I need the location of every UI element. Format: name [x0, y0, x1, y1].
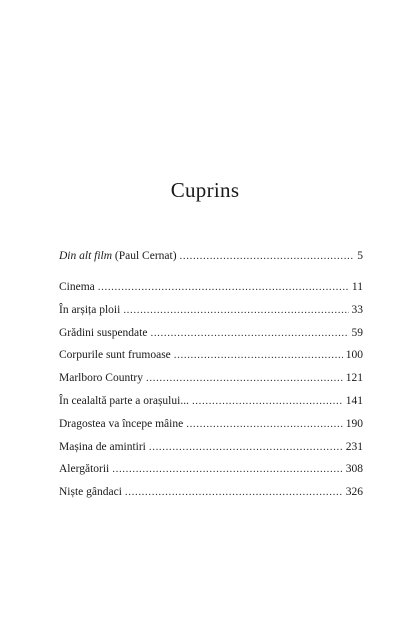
toc-entry-title: Corpurile sunt frumoase: [59, 349, 171, 362]
dot-leader: [180, 245, 355, 268]
toc-entry: [59, 481, 363, 504]
toc-entry-title: În arșița ploii: [59, 303, 121, 316]
toc-page-number: 231: [345, 440, 363, 453]
toc-entry-intro: [59, 245, 363, 268]
dot-leader: [192, 390, 343, 413]
dot-leader: [146, 367, 343, 390]
toc-page-number: 190: [345, 417, 363, 430]
toc-entry: [59, 344, 363, 367]
toc-page-number: 100: [345, 349, 363, 362]
toc-entry-title: Alergătorii: [59, 463, 110, 476]
toc-list: [59, 276, 363, 504]
toc-entry-title: Niște gândaci: [59, 486, 122, 499]
toc-entry: [59, 458, 363, 481]
toc-intro-list: [59, 245, 363, 268]
toc-entry-title-italic: Din alt film: [59, 250, 113, 262]
page-title: Cuprins: [170, 178, 240, 202]
dot-leader: [98, 276, 349, 299]
dot-leader: [112, 458, 343, 481]
toc-entry-title: În cealaltă parte a orașului...: [59, 394, 189, 407]
dot-leader: [186, 413, 343, 436]
toc-page-number: 308: [345, 463, 363, 476]
dot-leader: [150, 322, 348, 345]
toc-entry: [59, 299, 363, 322]
toc-page-number: 326: [345, 486, 363, 499]
toc-entry-title-author: (Paul Cernat): [112, 250, 177, 262]
toc-page-number: 33: [351, 303, 363, 316]
toc-page-number: 5: [357, 250, 363, 262]
toc-entry: [59, 390, 363, 413]
toc-entry-title: Cinema: [59, 281, 95, 293]
toc-entry: [59, 322, 363, 345]
toc-entry-title: [59, 245, 180, 268]
toc-page-number: 11: [351, 281, 363, 293]
toc-entry: [59, 436, 363, 459]
toc-entry-title: Grădini suspendate: [59, 326, 148, 339]
toc-entry-title: Dragostea va începe mâine: [59, 417, 184, 430]
dot-leader: [123, 299, 348, 322]
toc-entry: [59, 276, 363, 299]
toc-entry-title: Mașina de amintiri: [59, 440, 146, 453]
dot-leader: [174, 344, 343, 367]
toc-page-number: 141: [345, 394, 363, 407]
toc-entry: [59, 413, 363, 436]
toc-entry: [59, 367, 363, 390]
toc-page-number: 121: [345, 372, 363, 385]
toc-entry-title: Marlboro Country: [59, 372, 144, 385]
toc-page-number: 59: [351, 326, 363, 339]
dot-leader: [149, 436, 343, 459]
dot-leader: [125, 481, 343, 504]
